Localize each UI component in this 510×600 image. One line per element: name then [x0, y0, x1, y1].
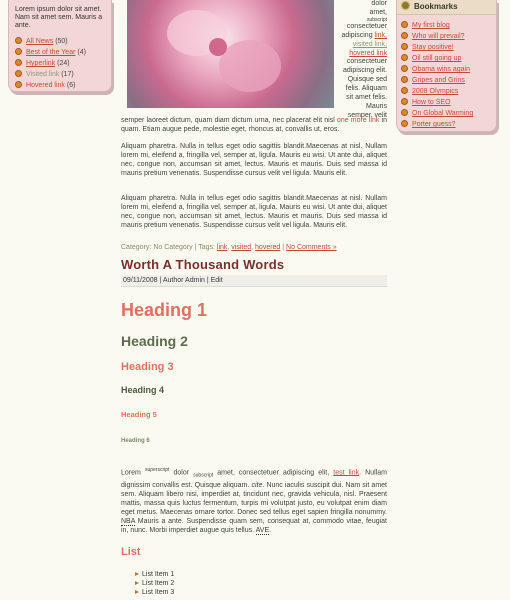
flower-petal	[219, 40, 281, 92]
text-line: felis. Aliquam	[345, 85, 387, 93]
text-fragment: in quam. Etiam augue pede, molestie eget, rhoncus at, convallis ut, eros.	[121, 117, 387, 133]
heading-6: Heading 6	[121, 438, 150, 444]
heading-5: Heading 5	[121, 410, 157, 419]
text-line	[339, 50, 387, 59]
bookmark-link[interactable]: Porter guess?	[412, 121, 456, 128]
bookmark-link[interactable]: How to SEO	[412, 99, 451, 106]
bullet-icon	[15, 81, 22, 88]
text-line: dolor	[371, 0, 387, 7]
text-line: consectetuer	[346, 58, 387, 66]
text-line: adipiscing elit.	[343, 67, 387, 75]
list-item	[401, 20, 496, 31]
paragraph: Aliquam pharetra. Nulla in tellus eget odio sagittis blandit.Maecenas at nisl. Nullam lorem mi, eleifend a, fringilla vel, semper at, ligula. Mauris eu wisi. Ut ante dui, aliquet nec, congue non, accumsan sit amet, lectus. Mauris et mauris. Duis sed massa id mauris pretium venenatis. Suspendisse cursus velit vel ligula. Mauris elit.	[121, 143, 387, 177]
visited-link[interactable]: visited link,	[352, 40, 387, 48]
category-count: (4)	[77, 49, 86, 56]
bookmark-link[interactable]: Oil still going up	[412, 55, 462, 62]
arrow-icon	[135, 581, 139, 585]
list-item	[401, 108, 496, 119]
text-fragment: . Nullam dignissim convallis est. Quisque aliquam.	[121, 469, 387, 489]
paragraph	[121, 466, 387, 535]
bullet-icon	[15, 70, 22, 77]
bullet-icon	[401, 120, 408, 127]
bookmark-link[interactable]: On Global Warming	[412, 110, 474, 117]
bullet-icon	[401, 21, 408, 28]
gear-icon	[401, 1, 410, 10]
category-link[interactable]: All News	[26, 38, 54, 45]
bullet-icon	[401, 32, 408, 39]
list-item	[15, 36, 105, 47]
flower-center	[209, 38, 227, 56]
list-item	[135, 579, 174, 588]
list-item	[135, 588, 174, 597]
meta-label: Category:	[121, 244, 152, 251]
wrapped-text	[339, 0, 387, 121]
bullet-icon	[401, 43, 408, 50]
post-title[interactable]: Worth A Thousand Words	[121, 257, 285, 272]
text-fragment: Lorem	[121, 469, 141, 477]
text-fragment: .	[269, 526, 272, 534]
tag-link[interactable]: visited	[231, 244, 252, 251]
bookmark-link[interactable]: Who will prevail?	[412, 33, 465, 40]
arrow-icon	[135, 590, 139, 594]
abbreviation: AVE	[255, 526, 270, 534]
inline-link[interactable]: one more link	[336, 117, 380, 124]
bookmark-link[interactable]: Gripes and Grins	[412, 77, 465, 84]
left-sidebar	[8, 0, 112, 92]
heading-4: Heading 4	[121, 385, 165, 395]
list-item	[135, 570, 174, 579]
list-item	[401, 64, 496, 75]
post-date: 09/11/2008	[123, 277, 158, 284]
bullet-icon	[401, 87, 408, 94]
list-heading: List	[121, 546, 141, 558]
text-fragment: amet, consectetuer adipiscing elit,	[217, 469, 330, 477]
bookmarks-panel	[396, 0, 497, 132]
text-fragment: Mauris a ante. Suspendisse quam sem, consequat at, commodo vitae, feugiat in, nunc. Morbi imperdiet augue quis tellus.	[121, 517, 387, 534]
heading-2: Heading 2	[121, 333, 188, 349]
text-line: sit amet felis.	[346, 94, 387, 102]
list-item	[401, 75, 496, 86]
text-line: consectetuer	[346, 22, 387, 30]
text-line: amet,	[369, 8, 387, 16]
category-count: (17)	[61, 71, 74, 78]
subscript-text: subscript	[366, 16, 387, 23]
superscript-text: superscript	[144, 467, 170, 473]
author-link[interactable]: Admin	[185, 277, 205, 284]
category-link[interactable]: Hyperlink	[26, 60, 56, 67]
hovered-link[interactable]: hovered link	[349, 49, 387, 57]
paragraph	[121, 116, 387, 134]
category-count: (24)	[57, 60, 70, 67]
comments-link[interactable]: No Comments »	[286, 244, 337, 251]
list-item	[15, 58, 105, 69]
bookmark-link[interactable]: 2008 Olympics	[412, 88, 459, 95]
bookmarks-title: Bookmarks	[414, 2, 458, 11]
meta-category: No Category	[153, 244, 193, 251]
subscript-text: subscript	[193, 472, 214, 479]
text-fragment: semper laoreet dictum, quam diam dictum urna, nec placerat elit nisl	[121, 117, 335, 124]
tag-link[interactable]: link	[216, 244, 228, 251]
cite-text: cite	[251, 481, 263, 489]
category-link-visited[interactable]: Visited link	[26, 71, 60, 78]
bookmarks-header	[397, 0, 496, 15]
bullet-icon	[401, 54, 408, 61]
arrow-icon	[135, 572, 139, 576]
category-count: (50)	[55, 38, 68, 45]
heading-1: Heading 1	[121, 300, 208, 320]
list-item-label: List Item 2	[142, 580, 175, 587]
bookmark-list	[401, 20, 496, 130]
paragraph: Aliquam pharetra. Nulla in tellus eget odio sagittis blandit.Maecenas at nisl. Nullam lorem mi, eleifend a, fringilla vel, semper at, ligula. Mauris eu wisi. Ut ante dui, aliquet nec, congue non, accumsan sit amet, lectus. Mauris et mauris. Duis sed massa id mauris pretium venenatis. Suspendisse cursus velit vel ligula. Mauris elit.	[121, 195, 387, 229]
text-line: Mauris	[365, 102, 387, 110]
list-item	[15, 69, 105, 80]
category-count: (6)	[66, 82, 76, 89]
list-item	[15, 47, 105, 58]
text-line: Quisque sed	[347, 76, 387, 84]
category-link[interactable]: Best of the Year	[26, 49, 76, 56]
category-list	[15, 36, 105, 91]
tag-link[interactable]: hovered	[255, 244, 281, 251]
text-line: semper, velit	[347, 111, 387, 119]
list-item	[15, 80, 105, 91]
bookmark-link[interactable]: Stay positive!	[412, 44, 454, 51]
bullet-icon	[401, 65, 408, 72]
list-item	[401, 97, 496, 108]
list-item-label: List Item 3	[142, 589, 175, 596]
category-link-hovered[interactable]: Hovered link	[26, 82, 65, 89]
author-prefix: | Author	[159, 277, 184, 284]
bullet-icon	[401, 98, 408, 105]
sample-list	[135, 570, 174, 597]
bullet-icon	[15, 37, 22, 44]
post-date-bar: 09/11/2008 | Author Admin | Edit	[121, 275, 387, 287]
list-item	[401, 53, 496, 64]
bullet-icon	[15, 59, 22, 66]
post-meta: Category: No Category | Tags: link, visited, hovered | No Comments »	[121, 244, 337, 251]
bookmark-link[interactable]: My first blog	[412, 22, 450, 29]
list-item	[401, 119, 496, 130]
list-item-label: List Item 1	[142, 571, 175, 578]
bullet-icon	[15, 48, 22, 55]
post-image	[127, 0, 334, 108]
text-fragment: dolor	[173, 469, 190, 477]
bullet-icon	[401, 76, 408, 83]
list-item	[401, 42, 496, 53]
edit-link[interactable]: Edit	[210, 277, 223, 284]
inline-link[interactable]: test link	[333, 469, 360, 477]
heading-3: Heading 3	[121, 361, 174, 373]
text-fragment: adipiscing	[341, 31, 373, 39]
list-item	[401, 86, 496, 97]
text-line	[339, 32, 387, 41]
inline-link[interactable]: link,	[374, 31, 387, 39]
sidebar-intro: Lorem ipsum dolor sit amet. Nam sit amet sem. Mauris a ante.	[15, 6, 103, 29]
text-line	[339, 41, 387, 50]
list-item	[401, 31, 496, 42]
bookmark-link[interactable]: Obama wins again	[412, 66, 470, 73]
meta-label: | Tags:	[194, 244, 215, 251]
abbreviation: NBA	[121, 517, 136, 525]
bullet-icon	[401, 109, 408, 116]
text-fragment: . Nunc iaculis suscipit dui. Nam sit amet sem. Aliquam libero nisi, imperdiet at, tincidunt nec, gravida vehicula, nisl. Praesent mattis, massa quis luctus fermentum, turpis mi volutpat justo, eu volutpat enim diam eget metus. Maecenas ornare tortor. Donec sed tellus eget sapien fringilla nonummy.	[121, 481, 387, 516]
